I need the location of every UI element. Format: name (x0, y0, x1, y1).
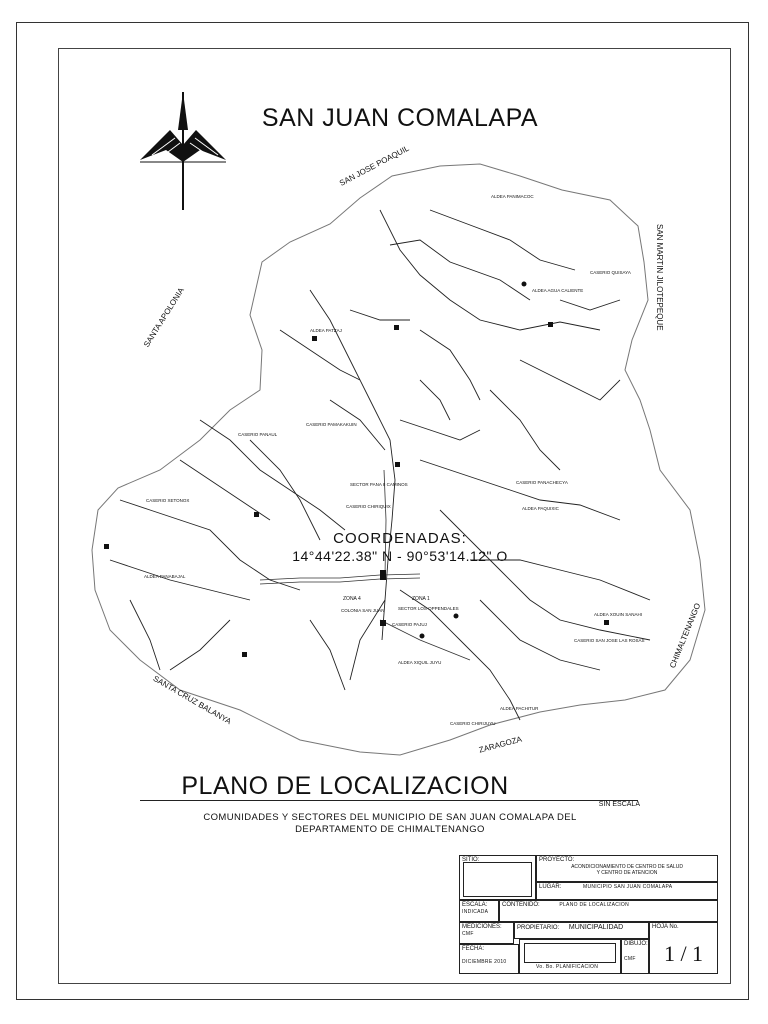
tb-sitio-box (463, 862, 532, 897)
tb-proyecto-value-2: Y CENTRO DE ATENCION (596, 870, 658, 876)
subtitle-line-1: COMUNIDADES Y SECTORES DEL MUNICIPIO DE SAN JUAN COMALAPA DEL (203, 812, 577, 823)
place-label: ALDEA XIQUIL JUYU (398, 660, 442, 665)
tb-proyecto-cell (536, 855, 718, 882)
neighbor-label-southeast: CHIMALTENANGO (668, 601, 703, 670)
tb-mediciones-value: CMF (462, 931, 474, 937)
coordinates-label: COORDENADAS: (333, 530, 467, 547)
tb-propietario-cell (514, 922, 649, 939)
place-label: ALDEA PANABAJAL (144, 574, 186, 579)
tb-escala-cell (459, 900, 499, 922)
place-label: CASERIO SAN JOSE LAS ROSAS (574, 638, 645, 643)
place-label: ZONA 1 (412, 596, 430, 602)
tb-vobo-box (524, 943, 616, 963)
tb-proyecto-value-1: ACONDICIONAMIENTO DE CENTRO DE SALUD (571, 864, 683, 870)
place-label: CASERIO PANACHECYA (516, 480, 568, 485)
tb-fecha-label: FECHA: (462, 946, 485, 952)
neighbor-label-west: SANTA APOLONIA (142, 286, 186, 349)
tb-mediciones-label: MEDICIONES: (462, 924, 502, 930)
subtitle-line-2: DEPARTAMENTO DE CHIMALTENANGO (295, 824, 485, 835)
scale-note: SIN ESCALA (598, 801, 640, 808)
plan-subtitle (140, 812, 640, 836)
tb-sitio-label: SITIO: (462, 857, 480, 863)
place-label: ALDEA PATZAJ (310, 328, 342, 333)
tb-fecha-value: DICIEMBRE 2010 (462, 959, 507, 965)
neighbor-label-north: SAN JOSE POAQUIL (338, 143, 411, 188)
north-arrow-icon (140, 92, 226, 210)
place-label: CASERIO XETONOX (146, 498, 190, 503)
tb-contenido-value: PLANO DE LOCALIZACION (559, 902, 629, 908)
tb-escala-label: ESCALA: (462, 902, 488, 908)
place-label: CASERIO CHIRIQUIX (346, 504, 391, 509)
place-label: ALDEA XOUIN SANAHI (594, 612, 643, 617)
plan-title: PLANO DE LOCALIZACION (181, 772, 509, 800)
tb-fecha-cell (459, 944, 519, 974)
tb-contenido-cell (499, 900, 718, 922)
tb-proyecto-label: PROYECTO: (539, 857, 575, 863)
tb-sheet-number: 1 / 1 (663, 941, 704, 966)
tb-mediciones-cell (459, 922, 514, 944)
tb-escala-value: INDICADA (462, 909, 489, 915)
place-label: SECTOR LOS OPPENDALES (398, 606, 459, 611)
place-label: ALDEA PAQUIXIC (522, 506, 559, 511)
tb-vobo-cell (519, 939, 621, 974)
tb-dibujo-cell (621, 939, 649, 974)
place-label: CASERIO PANAUL (238, 432, 278, 437)
tb-propietario-value: MUNICIPALIDAD (568, 924, 624, 931)
place-label: ZONA 4 (343, 596, 361, 602)
place-label: ALDEA AGUA CALIENTE (532, 288, 584, 293)
place-label: CASERIO QUISAYA (590, 270, 631, 275)
place-label: ALDEA PANIMACOC (491, 194, 534, 199)
tb-dibujo-label: DIBUJO: (624, 941, 648, 947)
tb-vobo-label: Vo. Bo. PLANIFICACION (536, 964, 599, 970)
neighbor-label-southwest: SANTA CRUZ BALANYA (151, 674, 233, 727)
tb-dibujo-value: CMF (624, 956, 636, 962)
municipal-boundary (92, 164, 705, 755)
place-label: COLONIA SAN JUAN (341, 608, 385, 613)
tb-contenido-label: CONTENIDO: (502, 902, 540, 908)
tb-lugar-cell (536, 882, 718, 900)
river-network (110, 210, 650, 720)
place-label: CASERIO PAJUJ (392, 622, 427, 627)
place-label: CASERIO CHIRIJUYU (450, 721, 496, 726)
tb-hoja-label: HOJA No. (652, 924, 679, 930)
coordinates-value: 14°44'22.38" N - 90°53'14.12" O (292, 548, 508, 564)
place-label: SECTOR PANA 8 CAMINOS (350, 482, 408, 487)
place-label: CASERIO PAMAKAKUIN (306, 422, 357, 427)
tb-lugar-value: MUNICIPIO SAN JUAN COMALAPA (583, 884, 673, 890)
tb-lugar-label: LUGAR: (539, 884, 562, 890)
map-title: SAN JUAN COMALAPA (261, 104, 539, 132)
tb-hoja-cell (649, 922, 718, 974)
neighbor-label-east: SAN MARTIN JILOTEPEQUE (655, 224, 664, 331)
place-label: ALDEA PACHITUR (500, 706, 539, 711)
neighbor-label-south: ZARAGOZA (478, 734, 523, 755)
tb-propietario-label: PROPIETARIO: (517, 925, 560, 931)
